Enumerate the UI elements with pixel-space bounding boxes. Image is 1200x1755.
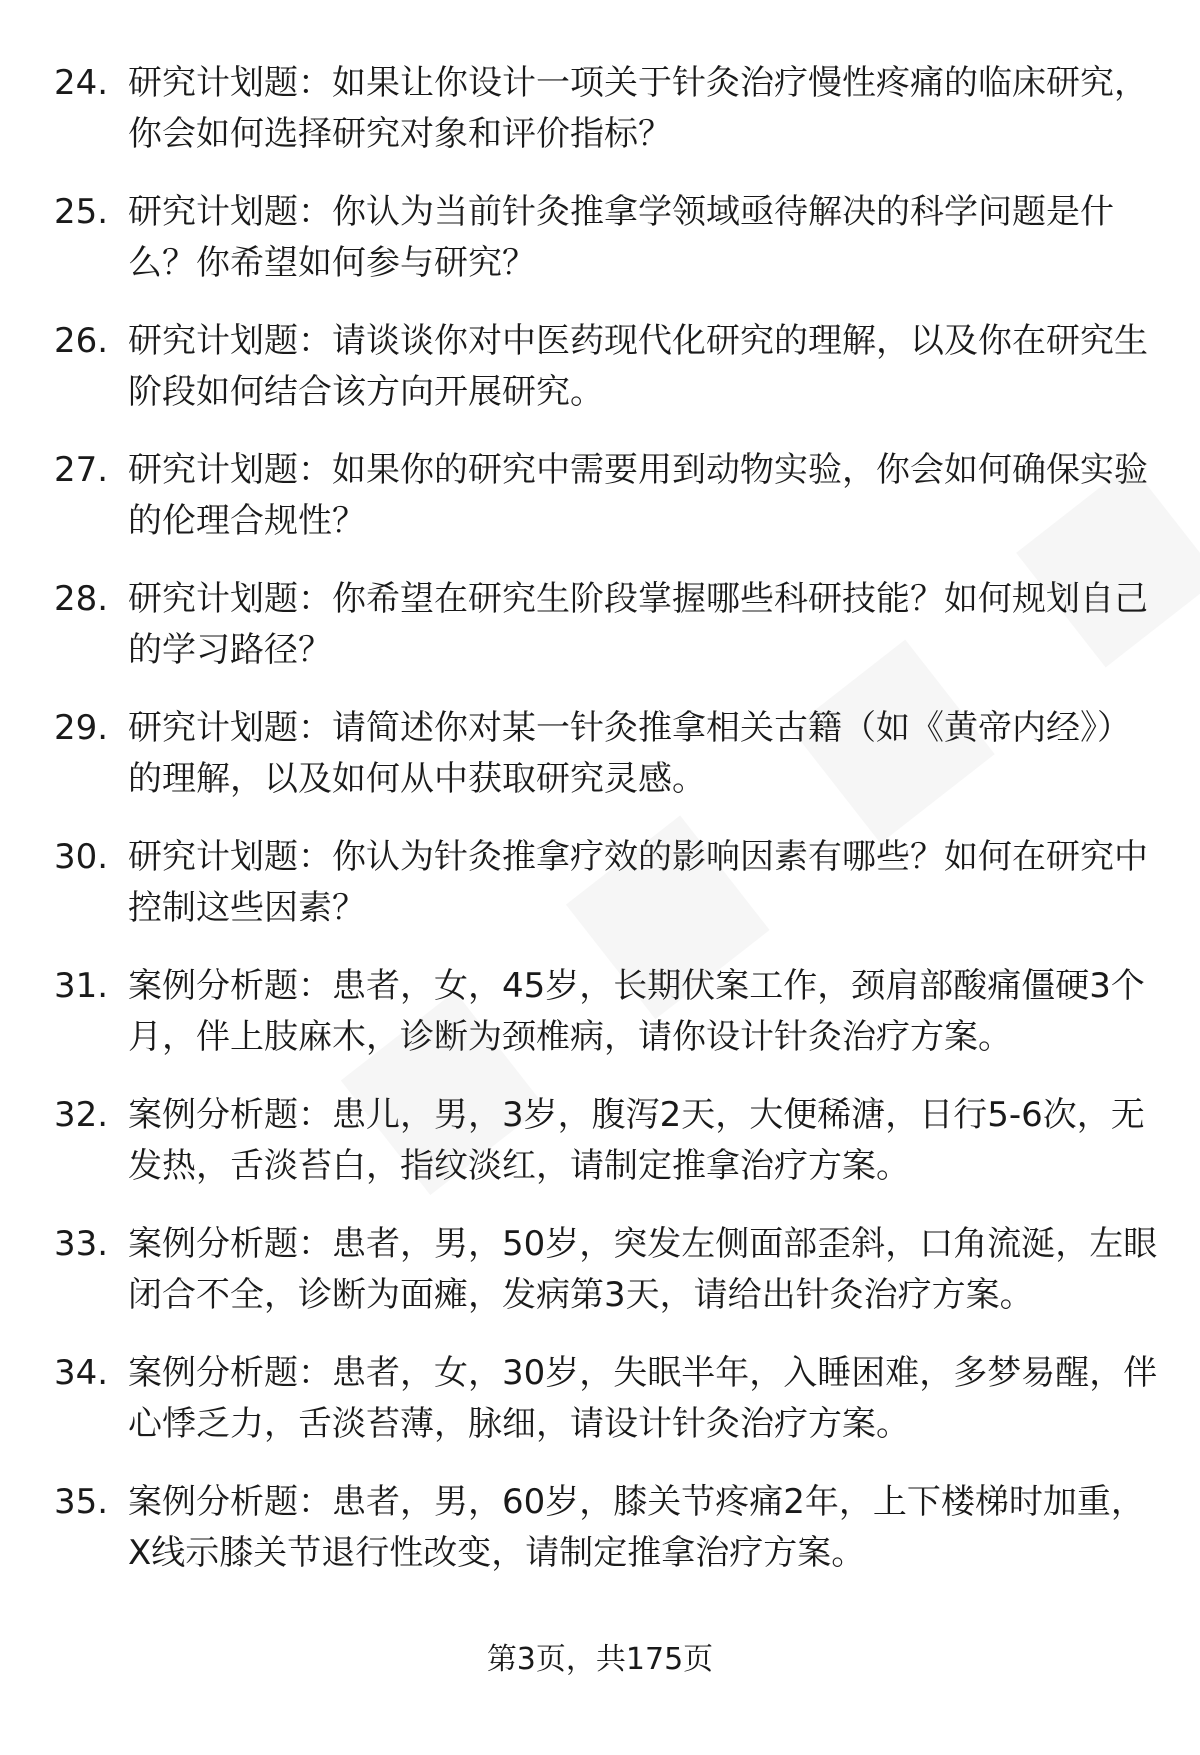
question-item	[54, 832, 1164, 934]
question-text: 研究计划题：请谈谈你对中医药现代化研究的理解，以及你在研究生阶段如何结合该方向开展研究。	[128, 321, 1148, 412]
question-text: 案例分析题：患者，女，30岁，失眠半年，入睡困难，多梦易醒，伴心悸乏力，舌淡苔薄，脉细，请设计针灸治疗方案。	[128, 1353, 1158, 1444]
question-number: 28.	[54, 579, 109, 619]
question-text: 研究计划题：请简述你对某一针灸推拿相关古籍（如《黄帝内经》）的理解，以及如何从中获取研究灵感。	[128, 708, 1131, 799]
question-list	[54, 58, 1164, 1606]
question-text: 研究计划题：如果你的研究中需要用到动物实验，你会如何确保实验的伦理合规性？	[128, 450, 1148, 541]
question-item	[54, 445, 1164, 547]
question-item	[54, 961, 1164, 1063]
question-text: 研究计划题：你认为针灸推拿疗效的影响因素有哪些？如何在研究中控制这些因素？	[128, 837, 1148, 928]
question-number: 26.	[54, 321, 109, 361]
question-text: 研究计划题：你希望在研究生阶段掌握哪些科研技能？如何规划自己的学习路径？	[128, 579, 1148, 670]
question-number: 31.	[54, 966, 109, 1006]
question-text: 研究计划题：你认为当前针灸推拿学领域亟待解决的科学问题是什么？你希望如何参与研究？	[128, 192, 1114, 283]
question-text: 案例分析题：患儿，男，3岁，腹泻2天，大便稀溏，日行5-6次，无发热，舌淡苔白，指纹淡红，请制定推拿治疗方案。	[128, 1095, 1145, 1186]
question-item	[54, 574, 1164, 676]
question-number: 30.	[54, 837, 109, 877]
question-item	[54, 1477, 1164, 1579]
question-item	[54, 187, 1164, 289]
question-number: 32.	[54, 1095, 109, 1135]
question-number: 33.	[54, 1224, 109, 1264]
question-item	[54, 1090, 1164, 1192]
question-item	[54, 1219, 1164, 1321]
page-footer	[0, 1640, 1200, 1680]
question-number: 35.	[54, 1482, 109, 1522]
question-item	[54, 1348, 1164, 1450]
question-text: 案例分析题：患者，男，60岁，膝关节疼痛2年，上下楼梯时加重，X线示膝关节退行性改变，请制定推拿治疗方案。	[128, 1482, 1145, 1573]
question-text: 研究计划题：如果让你设计一项关于针灸治疗慢性疼痛的临床研究，你会如何选择研究对象和评价指标？	[128, 63, 1148, 154]
question-number: 25.	[54, 192, 109, 232]
question-number: 24.	[54, 63, 109, 103]
page-number: 第3页，共175页	[486, 1642, 714, 1677]
question-number: 27.	[54, 450, 109, 490]
question-number: 34.	[54, 1353, 109, 1393]
question-item	[54, 703, 1164, 805]
question-text: 案例分析题：患者，女，45岁，长期伏案工作，颈肩部酸痛僵硬3个月，伴上肢麻木，诊断为颈椎病，请你设计针灸治疗方案。	[128, 966, 1145, 1057]
question-number: 29.	[54, 708, 109, 748]
question-text: 案例分析题：患者，男，50岁，突发左侧面部歪斜，口角流涎，左眼闭合不全，诊断为面瘫，发病第3天，请给出针灸治疗方案。	[128, 1224, 1158, 1315]
question-item	[54, 58, 1164, 160]
question-item	[54, 316, 1164, 418]
